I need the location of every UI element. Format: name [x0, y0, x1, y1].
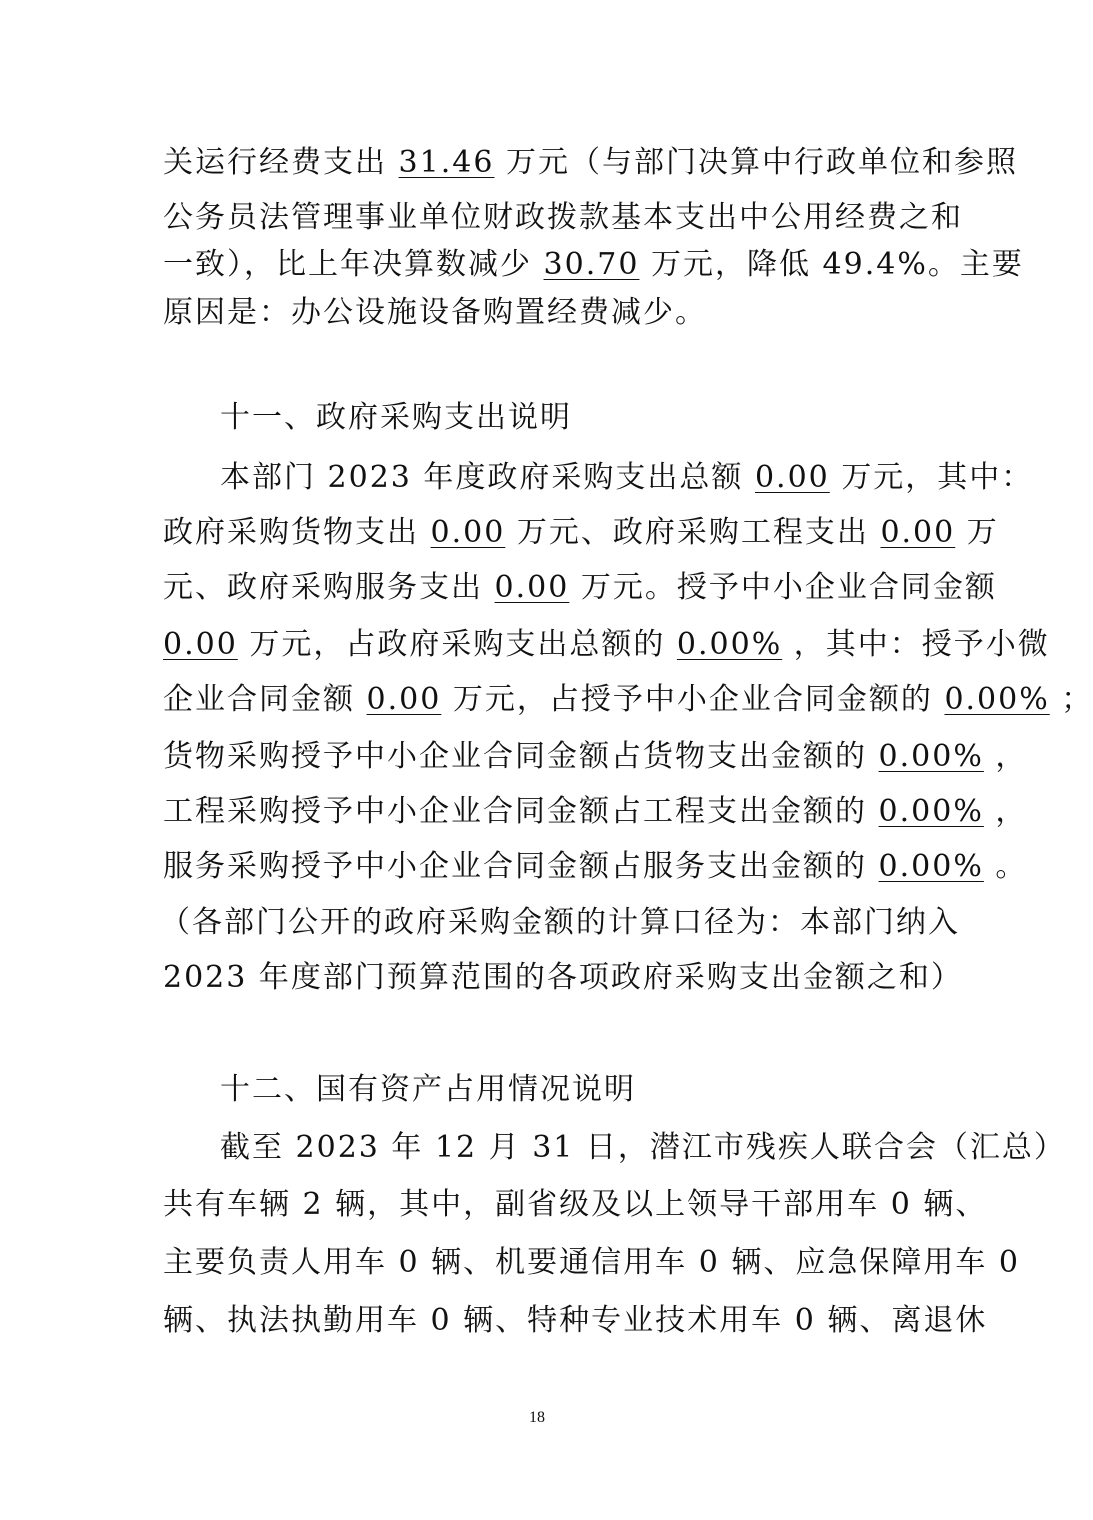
text-line: [163, 792, 1028, 832]
text-run: 万元、政府采购工程支出: [516, 515, 869, 550]
text-run: 本部门 2023 年度政府采购支出总额: [220, 460, 744, 495]
text-run: 关运行经费支出: [163, 145, 387, 180]
text-line: （各部门公开的政府采购金额的计算口径为：本部门纳入: [160, 905, 960, 940]
text-line: [163, 680, 1093, 720]
underlined-value: 0.00: [754, 460, 830, 495]
section-heading: 十二、国有资产占用情况说明: [220, 1072, 636, 1107]
underlined-value: 0.00: [366, 682, 442, 717]
underlined-value: 0.00: [880, 515, 956, 550]
text-run: 万元。授予中小企业合同金额: [580, 570, 997, 605]
text-run: 。: [995, 849, 1028, 884]
underlined-value: 0.00%: [878, 794, 984, 829]
text-run: 万元，其中：: [841, 460, 1034, 495]
text-run: 政府采购货物支出: [163, 515, 419, 550]
text-run: 万元，降低 49.4%。主要: [650, 247, 1024, 282]
text-line: [163, 625, 1050, 665]
text-line: 公务员法管理事业单位财政拨款基本支出中公用经费之和: [163, 200, 963, 235]
text-run: 一致），比上年决算数减少: [163, 247, 532, 282]
text-run: 万元，占政府采购支出总额的: [249, 627, 666, 662]
text-run: ，其中：授予小微: [793, 627, 1050, 662]
text-line: [163, 143, 1018, 183]
text-run: ，: [995, 794, 1028, 829]
text-run: 万: [966, 515, 999, 550]
text-line: [163, 737, 1028, 777]
underlined-value: 0.00: [163, 627, 238, 662]
text-line: [163, 568, 997, 608]
underlined-value: 0.00%: [878, 739, 984, 774]
text-run: 万元，占授予中小企业合同金额的: [452, 682, 933, 717]
text-run: ；: [1061, 682, 1093, 717]
section-heading: 十一、政府采购支出说明: [220, 400, 572, 435]
text-run: 企业合同金额: [163, 682, 355, 717]
underlined-value: 0.00%: [944, 682, 1050, 717]
underlined-value: 0.00: [430, 515, 506, 550]
text-line: 辆、执法执勤用车 0 辆、特种专业技术用车 0 辆、离退休: [163, 1303, 988, 1338]
text-line: 原因是：办公设施设备购置经费减少。: [163, 295, 707, 330]
text-run: 万元（与部门决算中行政单位和参照: [505, 145, 1018, 180]
text-line: [163, 513, 999, 553]
text-run: 服务采购授予中小企业合同金额占服务支出金额的: [163, 849, 867, 884]
text-run: 元、政府采购服务支出: [163, 570, 483, 605]
underlined-value: 30.70: [543, 247, 640, 282]
underlined-value: 0.00%: [878, 849, 984, 884]
page-number: 18: [529, 1409, 545, 1426]
text-run: 货物采购授予中小企业合同金额占货物支出金额的: [163, 739, 867, 774]
text-run: ，: [995, 739, 1028, 774]
text-line: [220, 458, 1034, 498]
text-line: 截至 2023 年 12 月 31 日，潜江市残疾人联合会（汇总）: [220, 1130, 1066, 1165]
underlined-value: 0.00%: [676, 627, 783, 662]
text-line: 共有车辆 2 辆，其中，副省级及以上领导干部用车 0 辆、: [163, 1187, 988, 1222]
underlined-value: 31.46: [398, 145, 495, 180]
underlined-value: 0.00: [494, 570, 570, 605]
text-line: 主要负责人用车 0 辆、机要通信用车 0 辆、应急保障用车 0: [163, 1245, 1020, 1280]
text-line: 2023 年度部门预算范围的各项政府采购支出金额之和）: [163, 960, 963, 995]
text-line: [163, 847, 1028, 887]
text-run: 工程采购授予中小企业合同金额占工程支出金额的: [163, 794, 867, 829]
text-line: [163, 245, 1024, 285]
